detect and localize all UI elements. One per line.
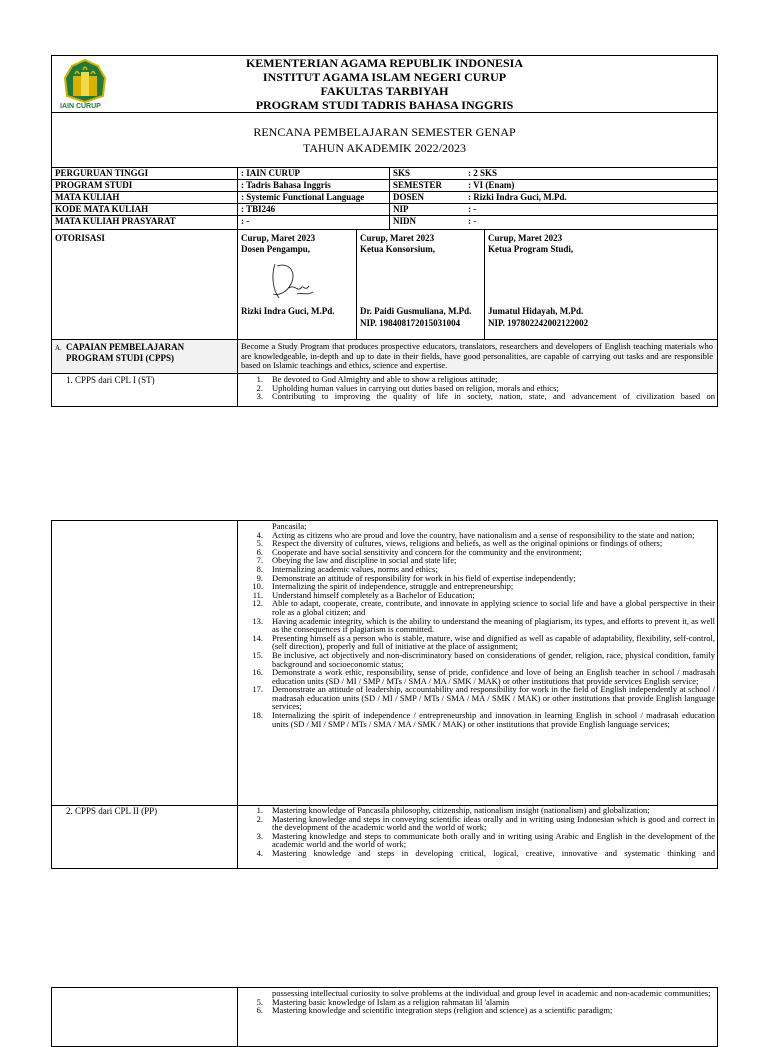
sign-name-3: Jumatul Hidayah, M.Pd. — [488, 306, 584, 316]
header-line-3: FAKULTAS TARBIYAH — [320, 84, 449, 98]
list-item: 8. Internalizing academic values, norms and ethics; — [256, 563, 438, 574]
list-item: 2. Mastering knowledge and steps in conveying scientific ideas orally and in writing using Indonesian which is good and correct in the development of the academic world and the world of work; — [256, 813, 715, 833]
cpps-label-line2: PROGRAM STUDI (CPPS) — [66, 353, 174, 363]
list-item: 1. Be devoted to God Almighty and able to show a religious attitude; — [256, 374, 498, 384]
course-info-table — [51, 167, 718, 230]
otorisasi-table — [51, 229, 718, 340]
header-line-1: KEMENTERIAN AGAMA REPUBLIK INDONESIA — [245, 56, 524, 70]
info-value-prasyarat: : - — [241, 216, 250, 226]
list-item: 12. Able to adapt, cooperate, create, contribute, and innovate in applying science to social life and have a global perspective in their role as a global citizen; and — [252, 598, 715, 617]
cpl2-list-page3 — [241, 989, 715, 1015]
list-item-continuation: Pancasila; — [272, 521, 307, 531]
page3-table — [51, 987, 718, 1047]
list-item: 9. Demonstrate an attitude of responsibility for work in his field of expertise independently; — [256, 572, 576, 583]
list-item: 5. Mastering basic knowledge of Islam as a religion rahmatan lil 'alamin — [256, 996, 510, 1007]
info-value-dosen: : Rizki Indra Guci, M.Pd. — [468, 192, 567, 202]
list-item: 4. Mastering knowledge and steps in developing critical, logical, creative, innovative and systematic thinking and — [256, 847, 715, 858]
otorisasi-label: OTORISASI — [55, 233, 105, 243]
cpps-prefix: A. — [55, 344, 62, 352]
list-item: 7. Obeying the law and discipline in social and state life; — [256, 555, 457, 566]
cpl1-row-page1 — [51, 373, 718, 407]
info-value-nidn: : - — [468, 216, 477, 226]
list-item: 6. Mastering knowledge and scientific integration steps (religion and science) as a scientific paradigm; — [256, 1005, 613, 1016]
info-value-mk: : Systemic Functional Language — [241, 192, 365, 202]
info-label-pt: PERGURUAN TINGGI — [55, 168, 149, 178]
info-label-sks: SKS — [393, 168, 411, 178]
document-title: RENCANA PEMBELAJARAN SEMESTER GENAP — [253, 125, 516, 139]
cpps-text: Become a Study Program that produces prospective educators, translators, researchers and developers of English teaching materials who are knowledgeable, in-depth and up to date in their fields, have good personalities, are capable of carrying out tasks and are responsible based on Islamic teachings and ethics, science and expertise. — [241, 341, 713, 371]
sign-nip-3: NIP. 197802242002122002 — [488, 318, 589, 328]
cpl2-label: 2. CPPS dari CPL II (PP) — [66, 806, 158, 816]
info-label-kode: KODE MATA KULIAH — [55, 204, 149, 214]
list-item: 1. Mastering knowledge of Pancasila philosophy, citizenship, nationalism insight (nationalism) and globalization; — [256, 805, 650, 815]
info-label-prasyarat: MATA KULIAH PRASYARAT — [55, 216, 176, 226]
info-value-semester: : VI (Enam) — [468, 180, 515, 190]
list-item: 14. Presenting himself as a person who is stable, mature, wise and dignified as well as capable of adaptability, flexibility, self-control, (self direction), properly and full of initiative at the place of assignment; — [252, 632, 715, 652]
header-line-2: INSTITUT AGAMA ISLAM NEGERI CURUP — [262, 70, 507, 84]
list-item: 18. Internalizing the spirit of independence / entrepreneurship and innovation in learning English in school / madrasah education units (SD / MI / SMP / MTs / SMA / MA / SMK / MAK) or other institutions that provide English language services; — [252, 710, 715, 729]
list-item: 16. Demonstrate a work ethic, responsibility, sense of pride, confidence and love of being an English teacher in school / madrasah education units (SD / MI / SMP / MTs / SMA / MA / SMK / MAK) or other institutions that provide services English service; — [252, 667, 715, 686]
list-item: 4. Acting as citizens who are proud and love the country, have nationalism and a sense of responsibility to the state and nation; — [256, 529, 695, 540]
list-item: 17. Demonstrate an attitude of leadership, accountability and responsibility for work in the field of English independently at school / madrasah education units (SD / MI / SMP / MTs / SMA / MA / SMK / MAK) or other institutions that provide English language services; — [252, 684, 715, 712]
logo-text: IAIN CURUP — [60, 103, 101, 110]
info-value-kode: : TBI246 — [241, 204, 276, 214]
info-label-nip: NIP — [393, 204, 409, 214]
sign-nip-2: NIP. 198408172015031004 — [360, 318, 461, 328]
cpl2-list — [241, 806, 715, 858]
cpl1-list-page2 — [241, 522, 715, 728]
list-item-continuation: possessing intellectual curiosity to solve problems at the individual and group level in academic and non-academic communities; — [272, 988, 711, 998]
cpps-row — [51, 339, 718, 374]
sign-role-1: Dosen Pengampu, — [241, 244, 311, 254]
sign-place-1: Curup, Maret 2023 — [241, 233, 316, 243]
list-item: 5. Respect the diversity of cultures, views, religions and beliefs, as well as the original opinions or findings of others; — [256, 538, 663, 549]
header-line-4: PROGRAM STUDI TADRIS BAHASA INGGRIS — [255, 98, 514, 112]
info-label-prodi: PROGRAM STUDI — [55, 180, 133, 190]
cpps-label-line1: CAPAIAN PEMBELAJARAN — [66, 342, 185, 352]
list-item: 13. Having academic integrity, which is the ability to understand the meaning of plagiarism, its types, and efforts to prevent it, as well as the consequences if plagiarism is committed. — [252, 615, 715, 635]
info-value-prodi: : Tadris Bahasa Inggris — [241, 180, 331, 190]
list-item: 6. Cooperate and have social sensitivity and concern for the community and the environment; — [256, 546, 582, 557]
info-label-nidn: NIDN — [393, 216, 417, 226]
list-item: 2. Upholding human values in carrying out duties based on religion, morals and ethics; — [256, 382, 559, 393]
title-box — [51, 112, 718, 168]
list-item: 3. Contributing to improving the quality of life in society, nation, state, and advancement of civilization based on — [256, 391, 715, 402]
info-value-pt: : IAIN CURUP — [241, 168, 300, 178]
cpl1-list-page1 — [241, 375, 715, 401]
sign-name-2: Dr. Paidi Gusmuliana, M.Pd. — [360, 306, 472, 316]
info-label-dosen: DOSEN — [393, 192, 425, 202]
handwritten-signature — [267, 258, 317, 302]
info-value-sks: : 2 SKS — [468, 168, 498, 178]
info-value-nip: : - — [468, 204, 477, 214]
list-item: 10. Internalizing the spirit of independence, struggle and entrepreneurship; — [252, 581, 514, 592]
sign-place-3: Curup, Maret 2023 — [488, 233, 563, 243]
header-box — [51, 55, 718, 113]
sign-place-2: Curup, Maret 2023 — [360, 233, 435, 243]
list-item: 15. Be inclusive, act objectively and non-discriminatory based on considerations of gender, religion, race, physical condition, family background and socioeconomic status; — [252, 649, 715, 669]
info-label-semester: SEMESTER — [393, 180, 443, 190]
cpl1-label: 1. CPPS dari CPL I (ST) — [66, 375, 155, 385]
sign-role-2: Ketua Konsorsium, — [360, 244, 436, 254]
academic-year: TAHUN AKADEMIK 2022/2023 — [302, 141, 467, 155]
list-item: 3. Mastering knowledge and steps to communicate both orally and in writing using Arabic and English in the development of the academic world and the world of work; — [256, 830, 715, 850]
sign-name-1: Rizki Indra Guci, M.Pd. — [241, 306, 335, 316]
sign-role-3: Ketua Program Studi, — [488, 244, 574, 254]
info-label-mk: MATA KULIAH — [55, 192, 120, 202]
page2-table — [51, 520, 718, 869]
list-item: 11. Understand himself completely as a Bachelor of Education; — [252, 589, 475, 600]
